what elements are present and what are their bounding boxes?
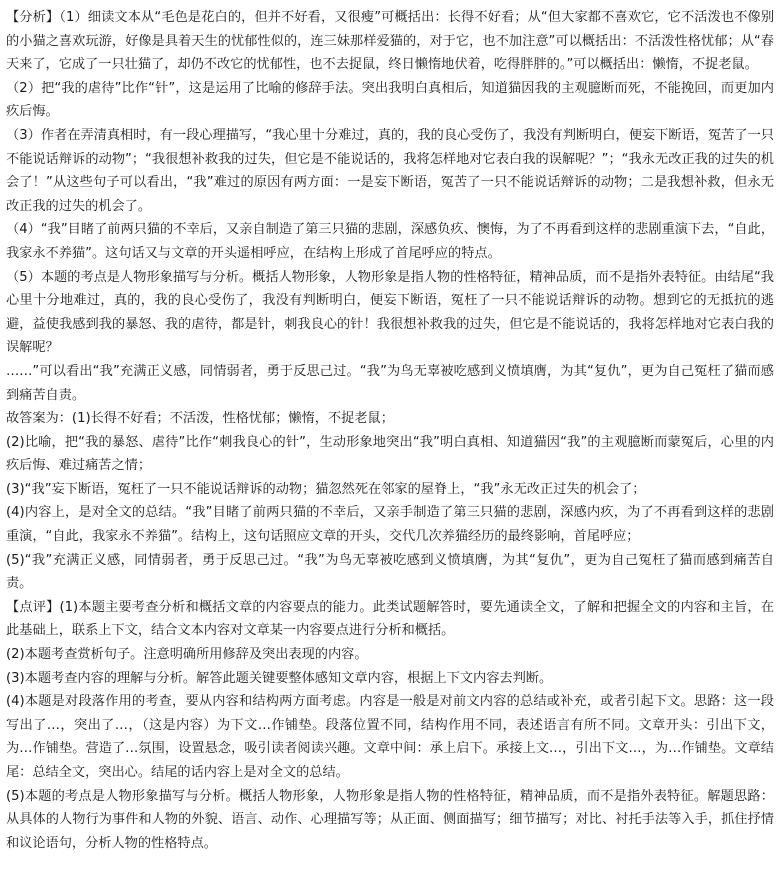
analysis-point-5: （5）本题的考点是人物形象描写与分析。概括人物形象，人物形象是指人物的性格特征，精神品质，而不是指外表特征。由结尾“我心里十分地难过，真的，我的良心受伤了，我没有判断明白，便妄下断语，冤枉了一只不能说话辩诉的动物。想到它的无抵抗的逃避，益使我感到我的暴怒、我的虐待，都是针，刺我良心的针！我很想补救我的过失，但它是不能说话的，我将怎样地对它表白我的误解呢？ bbox=[6, 269, 774, 356]
analysis-point-2: （2）把“我的虐待”比作“针”，这是运用了比喻的修辞手法。突出我明白真相后，知道猫因我的主观臆断而死，不能挽回，而更加内疚后悔。 bbox=[6, 80, 774, 120]
comment-point-2: (2)本题考查赏析句子。注意明确所用修辞及突出表现的内容。 bbox=[6, 647, 368, 663]
answer-summary-2: (2)比喻，把“我的暴怒、虐待”比作“刺我良心的针”，生动形象地突出“我”明白真相、知道猫因“我”的主观臆断而蒙冤后，心里的内疚后悔、难过痛苦之情； bbox=[6, 434, 774, 474]
analysis-intro-paragraph: 【分析】（1）细读文本从“毛色是花白的，但并不好看，又很瘦”可概括出：长得不好看；从“但大家都不喜欢它，它不活泼也不像别的小猫之喜欢玩游，好像是具着天生的忧郁性似的，连三妹那样爱猫的，对于它，也不加注意”可以概括出：不活泼性格忧郁；从“春天来了，它成了一只壮猫了，却仍不改它的忧郁性，也不去捉鼠，终日懒惰地伏着，吃得胖胖的。”可以概括出：懒惰，不捉老鼠。 bbox=[6, 10, 774, 73]
comment-point-3: (3)本题考查内容的理解与分析。解答此题关键要整体感知文章内容，根据上下文内容去判断。 bbox=[6, 670, 553, 686]
answer-summary-5: (5)“我”充满正义感，同情弱者，勇于反思己过。“我”为鸟无辜被吃感到义愤填膺，为其“复仇”，更为自己冤枉了猫而感到痛苦自责。 bbox=[6, 552, 774, 592]
comment-point-4: (4)本题是对段落作用的考查，要从内容和结构两方面考虑。内容是一般是对前文内容的总结或补充，或者引起下文。思路：这一段写出了…，突出了…，（这是内容）为下文…作铺垫。段落位置不同，结构作用不同，表述语言有所不同。文章开头：引出下文，为…作铺垫。营造了…氛围，设置悬念，吸引读者阅读兴趣。文章中间：承上启下。承接上文…，引出下文…，为…作铺垫。文章结尾：总结全文，突出心。结尾的话内容上是对全文的总结。 bbox=[6, 694, 774, 780]
answer-summary-4: (4)内容上，是对全文的总结。“我”目睹了前两只猫的不幸后，又亲手制造了第三只猫的悲剧，深感内疚，为了不再看到这样的悲剧重演，“自此，我家永不养猫”。结构上，这句话照应文章的开头，交代几次养猫经历的最终影响，首尾呼应； bbox=[6, 505, 774, 545]
comment-point-1: 【点评】(1)本题主要考查分析和概括文章的内容要点的能力。此类试题解答时，要先通读全文，了解和把握全文的内容和主旨，在此基础上，联系上下文，结合文本内容对文章某一内容要点进行分析和概括。 bbox=[6, 599, 774, 639]
analysis-point-3: （3）作者在弄清真相时，有一段心理描写，“我心里十分难过，真的，我的良心受伤了，我没有判断明白，便妄下断语，冤苦了一只不能说话辩诉的动物”；“我很想补救我的过失，但它是不能说话的，我将怎样地对它表白我的误解呢？”；“我永无改正我的过失的机会了！”从这些句子可以看出，“我”难过的原因有两方面：一是妄下断语，冤苦了一只不能说话辩诉的动物；二是我想补救，但永无改正我的过失的机会了。 bbox=[6, 127, 774, 214]
analysis-point-5-continued: ……”可以看出“我”充满正义感，同情弱者，勇于反思己过。“我”为鸟无辜被吃感到义愤填膺，为其“复仇”，更为自己冤枉了猫而感到痛苦自责。 bbox=[6, 363, 774, 403]
analysis-point-4: （4）“我”目睹了前两只猫的不幸后，又亲自制造了第三只猫的悲剧，深感负疚、懊悔，为了不再看到这样的悲剧重演下去，“自此，我家永不养猫”。这句话又与文章的开头遥相呼应，在结构上形成了首尾呼应的特点。 bbox=[6, 222, 774, 261]
answer-summary-1: 故答案为：(1)长得不好看；不活泼，性格忧郁；懒惰，不捉老鼠； bbox=[6, 411, 394, 427]
comment-point-5: (5)本题的考点是人物形象描写与分析。概括人物形象，人物形象是指人物的性格特征，精神品质，而不是指外表特征。解题思路：从具体的人物行为事件和人物的外貌、语言、动作、心理描写等；从正面、侧面描写；细节描写；对比、衬托手法等入手，抓住抒情和议论语句，分析人物的性格特点。 bbox=[6, 788, 774, 851]
answer-summary-3: (3)“我”妄下断语，冤枉了一只不能说话辩诉的动物；猫忽然死在邻家的屋脊上，“我”永无改正过失的机会了； bbox=[6, 481, 646, 497]
